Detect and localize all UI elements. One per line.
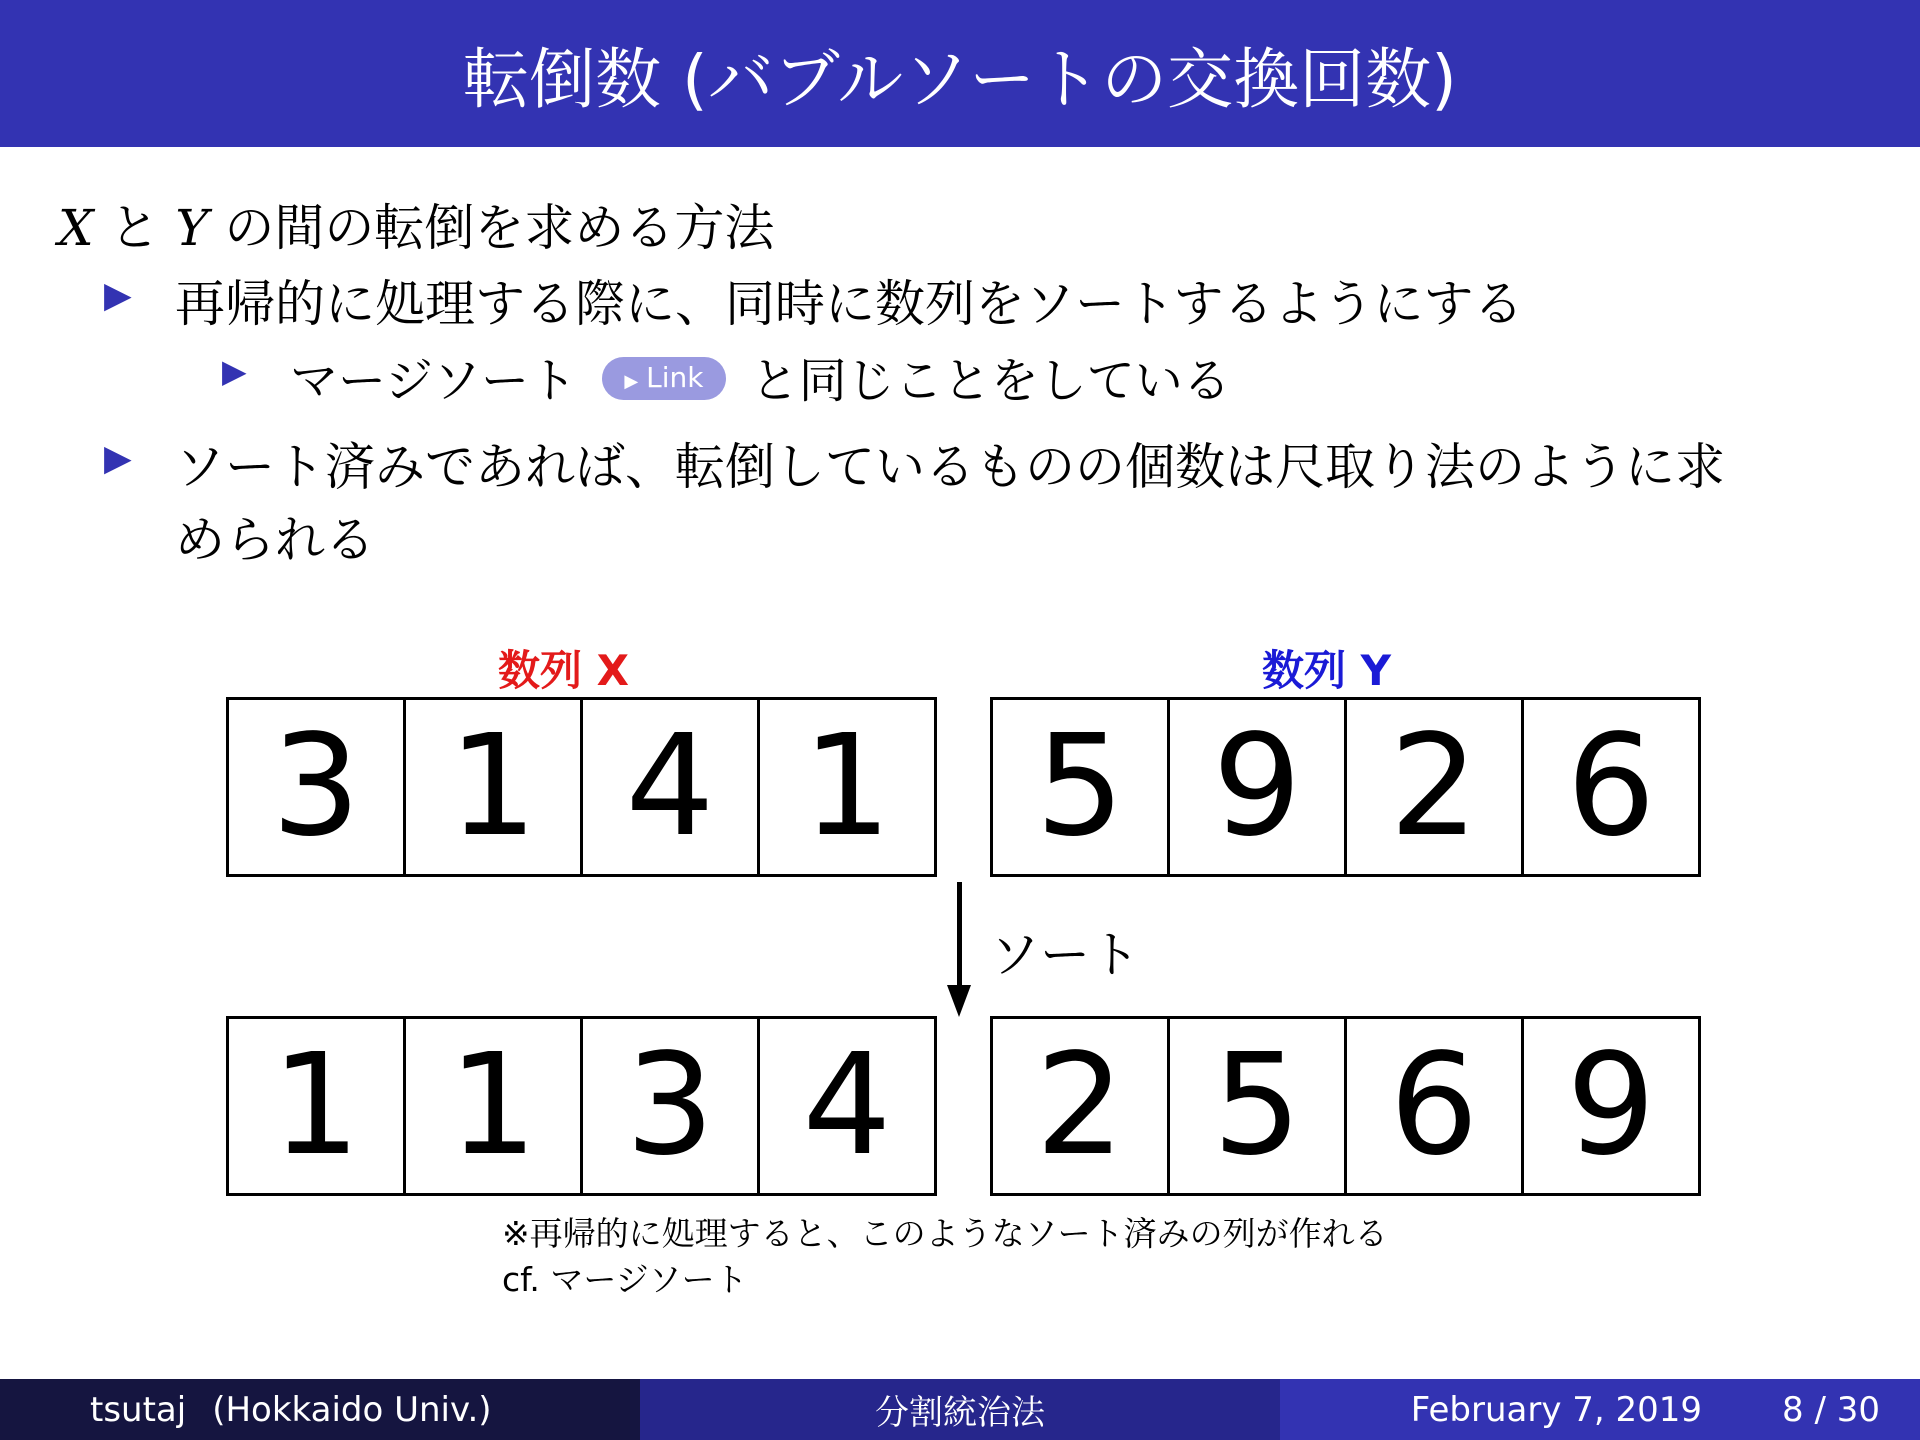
sequence-x-label: 数列 X	[498, 646, 630, 695]
footer-date: February 7, 2019	[1410, 1389, 1703, 1430]
link-button[interactable]	[602, 357, 725, 400]
sequence-y-label: 数列 Y	[1262, 646, 1392, 695]
sort-label: ソート	[990, 926, 1140, 984]
slide-title: 転倒数 (バブルソートの交換回数)	[463, 41, 1457, 118]
cell: 3	[229, 700, 406, 874]
cell: 5	[993, 700, 1170, 874]
cell: 4	[583, 700, 760, 874]
sub-text-after: と同じことをしている	[750, 353, 1231, 409]
cell: 9	[1170, 700, 1347, 874]
cell: 6	[1566, 705, 1656, 868]
cell: 1	[802, 705, 892, 868]
sequence-x-before	[226, 697, 937, 877]
footer-right	[1280, 1379, 1920, 1440]
author-affiliation: (Hokkaido Univ.)	[212, 1389, 492, 1430]
var-y: Y	[175, 199, 209, 257]
bullet-1-text: 再帰的に処理する際に、同時に数列をソートするようにする	[175, 275, 1524, 333]
triangle-right-icon: ▶	[222, 352, 247, 390]
cell: 6	[1347, 1019, 1524, 1193]
arrow-down-icon	[957, 882, 962, 992]
cell: 2	[1347, 700, 1524, 874]
sub-text-before: マージソート	[290, 353, 578, 409]
note-line-2: cf. マージソート	[502, 1260, 748, 1299]
arrow-head	[947, 985, 971, 1017]
author-name: tsutaj	[90, 1389, 187, 1430]
bullet-1-sub	[290, 342, 1231, 411]
cell: 1	[406, 700, 583, 874]
footer	[0, 1379, 1920, 1440]
bullet-2-line-1: ソート済みであれば、転倒しているものの個数は尺取り法のように求	[175, 438, 1725, 496]
sequence-y-sorted	[990, 1016, 1701, 1196]
cell: 5	[1170, 1019, 1347, 1193]
sequence-y-before	[990, 697, 1701, 877]
note-line-1: ※再帰的に処理すると、このようなソート済みの列が作れる	[502, 1214, 1388, 1253]
link-label: Link	[646, 360, 704, 394]
var-x: X	[58, 199, 94, 257]
bullet-2-line-2: められる	[175, 511, 375, 569]
section-heading	[58, 188, 774, 260]
cell: 3	[583, 1019, 760, 1193]
heading-conj: と	[109, 199, 160, 257]
slide-title-bar	[0, 0, 1920, 147]
cell: 2	[993, 1019, 1170, 1193]
footer-author	[0, 1379, 640, 1440]
triangle-right-icon: ▶	[104, 438, 132, 479]
triangle-right-icon: ▶	[104, 275, 132, 316]
heading-rest: の間の転倒を求める方法	[224, 199, 775, 257]
cell: 1	[406, 1019, 583, 1193]
presentation-title: 分割統治法	[875, 1393, 1045, 1433]
sequence-x-sorted	[226, 1016, 937, 1196]
footer-center	[640, 1379, 1280, 1440]
cell: 9	[1566, 1024, 1656, 1187]
cell: 1	[229, 1019, 406, 1193]
cell: 4	[802, 1024, 892, 1187]
page-number: 8 / 30	[1782, 1389, 1880, 1430]
play-triangle-icon: ▶	[624, 370, 639, 392]
